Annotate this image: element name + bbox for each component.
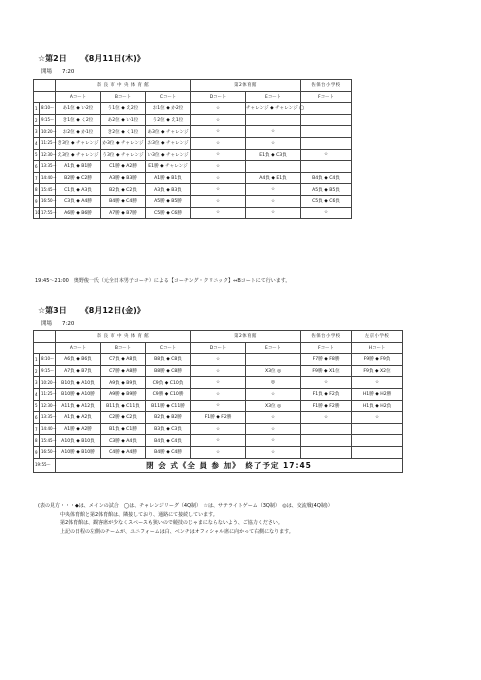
match-cell xyxy=(301,161,352,173)
match-cell: ☆ xyxy=(352,377,403,389)
match-cell: A10勝 ◆ B10勝 xyxy=(56,446,101,458)
match-cell: C1負 ◆ A3負 xyxy=(56,184,101,196)
match-cell: B8勝 ◆ C8勝 xyxy=(146,365,191,377)
match-cell: ☆ xyxy=(191,103,246,115)
day3-title-row xyxy=(38,305,145,316)
legend xyxy=(38,502,333,536)
match-cell: チャレンジ ◆ チャレンジ ◯ xyxy=(246,103,301,115)
match-cell xyxy=(352,435,403,447)
match-cell: ☆ xyxy=(191,365,246,377)
day2-court-header: Eコート xyxy=(246,91,301,103)
row-index: 1 xyxy=(34,354,40,366)
match-cell: あ3位 ◆ チャレンジ xyxy=(146,126,191,138)
day2-court-header: Fコート xyxy=(301,91,352,103)
match-cell: ☆ xyxy=(191,388,246,400)
match-cell: き2位 ◆ く1位 xyxy=(101,126,146,138)
match-cell: F1勝 ◆ F2勝 xyxy=(301,400,352,412)
match-cell xyxy=(301,103,352,115)
schedule-row xyxy=(34,149,352,161)
row-time: 13:35～ xyxy=(40,161,56,173)
schedule-row xyxy=(34,137,352,149)
match-cell: ☆ xyxy=(191,423,246,435)
schedule-row xyxy=(34,365,403,377)
row-index: 10 xyxy=(34,207,40,219)
row-time: 13:35～ xyxy=(40,412,56,424)
day2-title-row xyxy=(38,53,145,64)
row-time: 17:55～ xyxy=(40,207,56,219)
match-cell xyxy=(246,114,301,126)
day3-venue-school2: 左京小学校 xyxy=(352,331,403,343)
schedule-row xyxy=(34,172,352,184)
match-cell: ☆ xyxy=(191,435,246,447)
match-cell: ☆ xyxy=(191,207,246,219)
match-cell: お2位 ◆ か1位 xyxy=(56,126,101,138)
row-index: 8 xyxy=(34,435,40,447)
match-cell: き1位 ◆ く2位 xyxy=(56,114,101,126)
match-cell: B10勝 ◆ A10勝 xyxy=(56,388,101,400)
match-cell: B8負 ◆ C8負 xyxy=(146,354,191,366)
day2-court-header: Bコート xyxy=(101,91,146,103)
day3-schedule-table xyxy=(33,330,403,473)
match-cell: お3位 ◆ チャレンジ xyxy=(146,137,191,149)
row-index: 5 xyxy=(34,149,40,161)
row-time: 11:25～ xyxy=(40,388,56,400)
day2-title: ☆第2日 xyxy=(38,54,67,63)
match-cell: ☆ xyxy=(191,161,246,173)
schedule-row xyxy=(34,435,403,447)
match-cell: ☆ xyxy=(191,195,246,207)
day2-schedule-table xyxy=(33,79,352,219)
day3-venue-school1: 佐保台小学校 xyxy=(301,331,352,343)
legend-line: 上記の日程の左側のチームが、ユニフォームは白、ベンチはオフィシャル席に向かって右側になります。 xyxy=(60,528,294,535)
schedule-row xyxy=(34,423,403,435)
match-cell: ☆ xyxy=(246,195,301,207)
match-cell xyxy=(301,126,352,138)
match-cell: C3勝 ◆ A4負 xyxy=(101,435,146,447)
match-cell: X3位 ◎ xyxy=(246,365,301,377)
row-index: 2 xyxy=(34,365,40,377)
match-cell: B2負 ◆ B2勝 xyxy=(146,412,191,424)
match-cell: A6負 ◆ B6負 xyxy=(56,354,101,366)
match-cell: A3勝 ◆ B3勝 xyxy=(101,172,146,184)
day3-closing-row xyxy=(34,458,403,472)
day3-open xyxy=(41,319,74,327)
row-time: 12:30～ xyxy=(40,149,56,161)
match-cell: A1負 ◆ B1勝 xyxy=(56,161,101,173)
match-cell: A7負 ◆ B7負 xyxy=(56,365,101,377)
day3-court-header: Dコート xyxy=(191,342,246,354)
match-cell: ☆ xyxy=(246,137,301,149)
legend-line: (表の見方・・・◆は、メインの試合 ◯は、チャレンジリーグ（4Q制） ☆は、サテライトゲーム（3Q制） ◎は、交流戦(4Q制)） xyxy=(38,503,333,509)
match-cell: ☆ xyxy=(191,126,246,138)
match-cell: B4勝 ◆ C4勝 xyxy=(101,195,146,207)
day2-table-body xyxy=(34,103,352,219)
day2-venue-main: 奈 良 市 中 央 体 育 館 xyxy=(56,80,191,92)
day2-open-time: 7:20 xyxy=(62,69,75,75)
day3-table-body xyxy=(34,354,403,458)
match-cell: A5勝 ◆ B5勝 xyxy=(146,195,191,207)
match-cell xyxy=(246,161,301,173)
schedule-row xyxy=(34,388,403,400)
match-cell: A6勝 ◆ B6勝 xyxy=(56,207,101,219)
row-index: 9 xyxy=(34,195,40,207)
day3-date: 《8月12日(金)》 xyxy=(80,306,145,315)
day3-court-header: Cコート xyxy=(146,342,191,354)
match-cell: A1勝 ◆ A2勝 xyxy=(56,423,101,435)
match-cell: A3負 ◆ B3負 xyxy=(146,184,191,196)
match-cell: A1勝 ◆ B1負 xyxy=(146,172,191,184)
match-cell: ☆ xyxy=(191,377,246,389)
day3-closing-text: 閉 会 式《全 員 参 加》 終了予定 17:45 xyxy=(56,458,403,472)
match-cell xyxy=(301,423,352,435)
legend-line: 第2体育館は、観客席が少なくスペースも狭いので競技のじゃまにならないよう、ご協力ください。 xyxy=(60,520,283,527)
match-cell: ☆ xyxy=(301,149,352,161)
row-time: 10:20～ xyxy=(40,377,56,389)
match-cell xyxy=(301,114,352,126)
match-cell: B11勝 ◆ C11勝 xyxy=(146,400,191,412)
match-cell: A4負 ◆ E1負 xyxy=(246,172,301,184)
match-cell: ☆ xyxy=(191,137,246,149)
row-time: 8:10～ xyxy=(40,354,56,366)
row-time: 16:50～ xyxy=(40,195,56,207)
match-cell: ☆ xyxy=(246,388,301,400)
day3-closing-time: 19:55～ xyxy=(34,458,56,472)
match-cell: ☆ xyxy=(246,184,301,196)
schedule-row xyxy=(34,114,352,126)
row-time: 9:15～ xyxy=(40,114,56,126)
row-index: 9 xyxy=(34,446,40,458)
row-time: 9:15～ xyxy=(40,365,56,377)
match-cell: A10負 ◆ B10負 xyxy=(56,435,101,447)
row-index: 6 xyxy=(34,161,40,173)
match-cell: E1負 ◆ C3負 xyxy=(246,149,301,161)
match-cell: え3位 ◆ チャレンジ xyxy=(56,149,101,161)
match-cell: C4勝 ◆ A4勝 xyxy=(101,446,146,458)
match-cell: ☆ xyxy=(301,207,352,219)
match-cell: A7勝 ◆ B7勝 xyxy=(101,207,146,219)
day2-open-label: 開場 xyxy=(41,69,53,75)
match-cell: E1勝 ◆ チャレンジ xyxy=(146,161,191,173)
row-index: 7 xyxy=(34,423,40,435)
match-cell: A5負 ◆ B5負 xyxy=(301,184,352,196)
row-time: 11:25～ xyxy=(40,137,56,149)
match-cell: F7勝 ◆ F8勝 xyxy=(301,354,352,366)
match-cell: ☆ xyxy=(352,412,403,424)
match-cell: B4勝 ◆ C4勝 xyxy=(146,446,191,458)
match-cell: A9勝 ◆ B9勝 xyxy=(101,388,146,400)
row-index: 7 xyxy=(34,172,40,184)
match-cell xyxy=(301,137,352,149)
match-cell: C9負 ◆ C10負 xyxy=(146,377,191,389)
day2-venue-school: 佐保台小学校 xyxy=(301,80,352,92)
row-index: 5 xyxy=(34,400,40,412)
match-cell: H1勝 ◆ H2勝 xyxy=(352,388,403,400)
day2-venue-row xyxy=(34,80,352,92)
match-cell: F1勝 ◆ F2勝 xyxy=(191,412,246,424)
match-cell: F9負 ◆ X2位 xyxy=(352,365,403,377)
match-cell: い3位 ◆ チャレンジ xyxy=(146,149,191,161)
match-cell: F9勝 ◆ X1位 xyxy=(301,365,352,377)
match-cell: C7負 ◆ A8負 xyxy=(101,354,146,366)
match-cell: B11負 ◆ C11負 xyxy=(101,400,146,412)
match-cell: ☆ xyxy=(191,172,246,184)
match-cell xyxy=(301,435,352,447)
match-cell: B10負 ◆ A10負 xyxy=(56,377,101,389)
match-cell: ☆ xyxy=(301,377,352,389)
match-cell: B4負 ◆ C4負 xyxy=(301,172,352,184)
match-cell xyxy=(301,446,352,458)
day2-court-header: Aコート xyxy=(56,91,101,103)
row-time: 8:10～ xyxy=(40,103,56,115)
day2-date: 《8月11日(木)》 xyxy=(80,54,145,63)
day2-open xyxy=(41,67,74,75)
match-cell: ☆ xyxy=(191,184,246,196)
day2-venue-second: 第2体育館 xyxy=(191,80,301,92)
schedule-row xyxy=(34,103,352,115)
match-cell: ☆ xyxy=(246,435,301,447)
match-cell: ☆ xyxy=(246,207,301,219)
match-cell: ☆ xyxy=(191,354,246,366)
match-cell: ☆ xyxy=(246,412,301,424)
match-cell: B1負 ◆ C1勝 xyxy=(101,423,146,435)
day3-court-header: Aコート xyxy=(56,342,101,354)
match-cell: A11負 ◆ A12負 xyxy=(56,400,101,412)
schedule-row xyxy=(34,400,403,412)
row-index: 4 xyxy=(34,137,40,149)
schedule-row xyxy=(34,354,403,366)
row-index: 3 xyxy=(34,126,40,138)
row-time: 10:20～ xyxy=(40,126,56,138)
schedule-row xyxy=(34,446,403,458)
match-cell: C3負 ◆ A4勝 xyxy=(56,195,101,207)
match-cell: C5負 ◆ C6負 xyxy=(301,195,352,207)
day3-court-header: Hコート xyxy=(352,342,403,354)
day3-venue-row xyxy=(34,331,403,343)
schedule-row xyxy=(34,126,352,138)
row-time: 14:40～ xyxy=(40,423,56,435)
match-cell: F9勝 ◆ F9負 xyxy=(352,354,403,366)
schedule-row xyxy=(34,161,352,173)
match-cell: C7勝 ◆ A8勝 xyxy=(101,365,146,377)
row-index: 8 xyxy=(34,184,40,196)
day3-venue-second: 第2体育館 xyxy=(191,331,301,343)
day2-court-row xyxy=(34,91,352,103)
match-cell: F1負 ◆ F2負 xyxy=(301,388,352,400)
row-time: 16:50～ xyxy=(40,446,56,458)
match-cell: C9勝 ◆ C10勝 xyxy=(146,388,191,400)
match-cell: ☆ xyxy=(191,149,246,161)
day3-court-row xyxy=(34,342,403,354)
match-cell: ◎ xyxy=(246,377,301,389)
row-index: 4 xyxy=(34,388,40,400)
match-cell: B3負 ◆ C3負 xyxy=(146,423,191,435)
row-time: 12:30～ xyxy=(40,400,56,412)
schedule-row xyxy=(34,184,352,196)
row-time: 14:40～ xyxy=(40,172,56,184)
match-cell xyxy=(246,354,301,366)
day3-open-label: 開場 xyxy=(41,321,53,327)
match-cell: ☆ xyxy=(191,446,246,458)
row-time: 15:45～ xyxy=(40,435,56,447)
match-cell: ☆ xyxy=(301,412,352,424)
schedule-row xyxy=(34,195,352,207)
day2-clinic-note: 19:45～21:00 奥野俊一氏（元全日本男子コーチ）による【コーチング・クリニック】⇔Bコートにて行います。 xyxy=(35,278,291,284)
match-cell: き3位 ◆ チャレンジ xyxy=(56,137,101,149)
match-cell: B2負 ◆ C2負 xyxy=(101,184,146,196)
row-time: 15:45～ xyxy=(40,184,56,196)
match-cell: う2位 ◆ え1位 xyxy=(146,114,191,126)
schedule-row xyxy=(34,412,403,424)
match-cell: H1負 ◆ H2負 xyxy=(352,400,403,412)
match-cell: か3位 ◆ チャレンジ xyxy=(101,137,146,149)
match-cell: ☆ xyxy=(246,423,301,435)
match-cell: ☆ xyxy=(246,126,301,138)
match-cell: X3位 ◎ xyxy=(246,400,301,412)
match-cell: あ1位 ◆ い2位 xyxy=(56,103,101,115)
day3-title: ☆第3日 xyxy=(38,306,67,315)
match-cell xyxy=(352,446,403,458)
match-cell: C2勝 ◆ C2負 xyxy=(101,412,146,424)
match-cell: ☆ xyxy=(246,446,301,458)
day3-venue-main: 奈 良 市 中 央 体 育 館 xyxy=(56,331,191,343)
day3-court-header: Bコート xyxy=(101,342,146,354)
match-cell xyxy=(352,423,403,435)
match-cell: A9負 ◆ B9負 xyxy=(101,377,146,389)
row-index: 3 xyxy=(34,377,40,389)
row-index: 2 xyxy=(34,114,40,126)
match-cell: B4負 ◆ C4負 xyxy=(146,435,191,447)
day3-court-header: Eコート xyxy=(246,342,301,354)
match-cell: A1負 ◆ A2負 xyxy=(56,412,101,424)
day2-court-header: Cコート xyxy=(146,91,191,103)
day3-court-header: Fコート xyxy=(301,342,352,354)
schedule-row xyxy=(34,377,403,389)
match-cell: C1勝 ◆ A2勝 xyxy=(101,161,146,173)
match-cell: う3位 ◆ チャレンジ xyxy=(101,149,146,161)
match-cell: ☆ xyxy=(191,114,246,126)
row-index: 6 xyxy=(34,412,40,424)
match-cell: ☆ xyxy=(191,400,246,412)
day2-court-header: Dコート xyxy=(191,91,246,103)
day3-open-time: 7:20 xyxy=(62,321,75,327)
row-index: 1 xyxy=(34,103,40,115)
match-cell: う1位 ◆ え2位 xyxy=(101,103,146,115)
legend-line: 中央体育館と第2体育館は、隣接しており、通路にて接続しています。 xyxy=(60,511,218,518)
match-cell: あ2位 ◆ い1位 xyxy=(101,114,146,126)
match-cell: お1位 ◆ か2位 xyxy=(146,103,191,115)
schedule-row xyxy=(34,207,352,219)
match-cell: B2勝 ◆ C2勝 xyxy=(56,172,101,184)
match-cell: C5勝 ◆ C6勝 xyxy=(146,207,191,219)
